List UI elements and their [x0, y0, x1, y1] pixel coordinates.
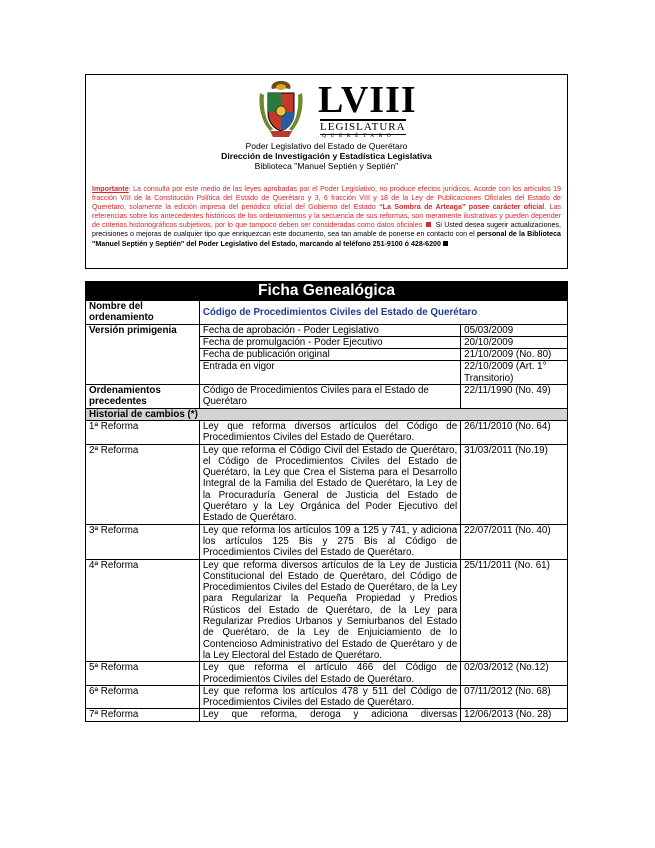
reforma-label: 6ª Reforma: [86, 685, 200, 709]
reforma-desc: Ley que reforma el artículo 466 del Código de Procedimientos Civiles del Estado de Querétaro.: [199, 662, 460, 686]
header-box: [85, 74, 568, 269]
precedentes-desc: Código de Procedimientos Civiles para el Estado de Querétaro: [199, 385, 460, 409]
reforma-row: [86, 709, 568, 721]
header-line-1: Poder Legislativo del Estado de Querétaro: [245, 141, 408, 151]
version-date: 20/10/2009: [461, 336, 568, 348]
reforma-desc: Ley que reforma diversos artículos del Código de Procedimientos Civiles del Estado de Querétaro.: [199, 420, 460, 444]
reforma-label: 3ª Reforma: [86, 524, 200, 559]
version-date: 05/03/2009: [461, 324, 568, 336]
reforma-row: [86, 444, 568, 524]
notice-contact-text: personal de la Biblioteca "Manuel Septién y Septién" del Poder Legislativo del Estado, marcando al teléfono 251-9100 ó 428-6200: [92, 230, 561, 248]
reforma-desc: Ley que reforma los artículos 109 a 125 y 741, y adiciona los artículos 125 Bis y 275 Bis al Código de Procedimientos Civiles del Estado de Querétaro.: [199, 524, 460, 559]
version-desc: Fecha de promulgación - Poder Ejecutivo: [199, 336, 460, 348]
reforma-row: [86, 524, 568, 559]
ficha-table: [85, 281, 568, 722]
version-desc: Fecha de publicación original: [199, 349, 460, 361]
header-line-2: Dirección de Investigación y Estadística Legislativa: [221, 151, 432, 161]
precedentes-label: Ordenamientos precedentes: [86, 385, 200, 409]
reforma-date: 02/03/2012 (No.12): [461, 662, 568, 686]
precedentes-row: [86, 385, 568, 409]
version-desc: Fecha de aprobación - Poder Legislativo: [199, 324, 460, 336]
reforma-row: [86, 559, 568, 662]
reforma-desc: Ley que reforma, deroga y adiciona diversas: [199, 709, 460, 721]
reforma-date: 31/03/2011 (No.19): [461, 444, 568, 524]
reforma-label: 4ª Reforma: [86, 559, 200, 662]
logo: [92, 79, 561, 141]
reforma-desc: Ley que reforma los artículos 478 y 511 del Código de Procedimientos Civiles del Estado de Querétaro.: [199, 685, 460, 709]
legal-notice: [92, 185, 561, 249]
reforma-label: 2ª Reforma: [86, 444, 200, 524]
logo-subtitle: LEGISLATURA: [320, 121, 406, 133]
precedentes-date: 22/11/1990 (No. 49): [461, 385, 568, 409]
nombre-label: Nombre del ordenamiento: [86, 301, 200, 325]
nombre-row: [86, 301, 568, 325]
reforma-date: 25/11/2011 (No. 61): [461, 559, 568, 662]
logo-title: LVIII: [318, 79, 417, 121]
reforma-row: [86, 420, 568, 444]
historial-row: [86, 408, 568, 420]
reforma-label: 7ª Reforma: [86, 709, 200, 721]
reforma-desc: Ley que reforma el Código Civil del Estado de Querétaro, el Código de Procedimientos Civiles del Estado de Querétaro, la Ley que Crea el Sistema para el Desarrollo Integral de la Familia del Estado de Querétaro, la Ley de la Procuraduría General de Justicia del Estado de Querétaro y la Ley Orgánica del Poder Ejecutivo del Estado de Querétaro.: [199, 444, 460, 524]
notice-red-text-2: . Las referencias sobre los antecedentes históricos de los ordenamientos y la secuencia de sus reformas, son meramente ilustrativas y pueden depender de criterios historiográficos subjetivos, por lo que tampoco deben ser consideradas como datos oficiales: [92, 203, 561, 230]
reforma-label: 5ª Reforma: [86, 662, 200, 686]
red-square-icon: [426, 222, 431, 227]
notice-official-text: “La Sombra de Arteaga” posee carácter oficial: [379, 203, 545, 212]
important-label: Importante: [92, 185, 129, 193]
historial-label: Historial de cambios (*): [86, 408, 568, 420]
version-desc: Entrada en vigor: [199, 361, 460, 385]
version-row: [86, 324, 568, 336]
notice-black-text: Si Usted desea sugerir actualizaciones, precisiones o mejoras de cualquier tipo que enriquezcan este documento, sea tan amable de ponerse en contacto con el: [92, 221, 561, 239]
notice-red-text-1: : La consulta por este medio de las leyes aprobadas por el Poder Legislativo, no produce efectos jurídicos. Acorde con los artículos 19 fracción VIII de la Constitución Política del Estado de Querétaro y 3, 6 fracción VIII y 18 de la Ley de Publicaciones Oficiales del Estado de Querétaro, solamente la edición impresa del periódico oficial del Gobierno del Estado: [92, 185, 561, 212]
reforma-label: 1ª Reforma: [86, 420, 200, 444]
reforma-desc: Ley que reforma diversos artículos de la Ley de Justicia Constitucional del Estado de Querétaro, del Código de Procedimientos Civiles del Estado de Querétaro, de la Ley para Regularizar la Pequeña Propiedad y Predios Rústicos del Estado de Querétaro, de la Ley para Regularizar Predios Urbanos y Semiurbanos del Estado de Querétaro, de la Ley de Enjuiciamiento de lo Contencioso Administrativo del Estado de Querétaro y de la Ley Electoral del Estado de Querétaro.: [199, 559, 460, 662]
ficha-title: Ficha Genealógica: [86, 282, 568, 301]
reforma-date: 12/06/2013 (No. 28): [461, 709, 568, 721]
reforma-date: 22/07/2011 (No. 40): [461, 524, 568, 559]
nombre-value: Código de Procedimientos Civiles del Estado de Querétaro: [199, 301, 567, 325]
version-label: Versión primigenia: [86, 324, 200, 384]
black-square-icon: [443, 241, 448, 246]
header-line-3: Biblioteca "Manuel Septién y Septién": [254, 161, 399, 171]
reforma-row: [86, 685, 568, 709]
ficha-title-row: [86, 282, 568, 301]
version-date: 21/10/2009 (No. 80): [461, 349, 568, 361]
reforma-row: [86, 662, 568, 686]
reforma-date: 26/11/2010 (No. 64): [461, 420, 568, 444]
logo-state: QUERÉTARO: [322, 133, 396, 139]
version-date: 22/10/2009 (Art. 1° Transitorio): [461, 361, 568, 385]
reforma-date: 07/11/2012 (No. 68): [461, 685, 568, 709]
state-seal-icon: [256, 79, 306, 139]
